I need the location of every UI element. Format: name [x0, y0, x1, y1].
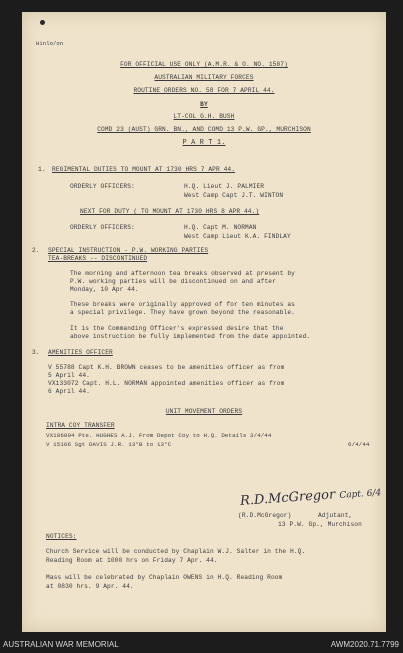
para-2-line-b: a special privilege. They have grown beyond the reasonable. [70, 309, 295, 316]
section-3-number: 3. [32, 349, 40, 356]
amenities-line-4: 6 April 44. [48, 388, 90, 395]
signature-role: Adjutant, [318, 512, 353, 519]
notice-1-line-a: Church Service will be conducted by Chaplain W.J. Salter in the H.Q. [46, 548, 306, 555]
next-orderly-west-camp: West Camp Lieut K.A. FINDLAY [184, 233, 291, 240]
movement-title: UNIT MOVEMENT ORDERS [165, 408, 243, 415]
orderly-hq: H.Q. Lieut J. PALMIER [184, 183, 265, 190]
notice-2-line-b: at 0830 hrs. 9 Apr. 44. [46, 583, 134, 590]
header-command: COMD 23 (AUST) GRN. BN., AND COMD 13 P.W. GP., MURCHISON [97, 126, 311, 133]
header-line-2: AUSTRALIAN MILITARY FORCES [154, 74, 254, 81]
para-2-line-a: These breaks were originally approved of for ten minutes as [70, 301, 295, 308]
para-1-line-c: Monday, 10 Apr 44. [70, 286, 139, 293]
section-2-title: SPECIAL INSTRUCTION - P.W. WORKING PARTIES [48, 247, 209, 254]
footer-institution: AUSTRALIAN WAR MEMORIAL [3, 640, 119, 649]
para-3-line-b: above instruction be fully implemented from the date appointed. [70, 333, 311, 340]
movement-subtitle: INTRA COY TRANSFER [46, 422, 115, 429]
notice-1-line-b: Reading Room at 1000 hrs on Friday 7 Apr. 44. [46, 557, 218, 564]
section-1-title: REGIMENTAL DUTIES TO MOUNT AT 1730 HRS 7 APR 44. [52, 166, 236, 173]
amenities-line-2: 5 April 44. [48, 372, 90, 379]
para-1-line-b: P.W. working parties will be discontinued on and after [70, 278, 276, 285]
handwritten-signature: R.D.McGregor Capt. 6/4 [239, 487, 382, 509]
amenities-line-3: VX133072 Capt. H.L. NORMAN appointed amenities officer as from [48, 380, 285, 387]
amenities-line-1: V 55788 Capt K.H. BROWN ceases to be amenities officer as from [48, 364, 285, 371]
section-1-number: 1. [38, 166, 46, 173]
reference-code: Hinlo/on [36, 40, 64, 47]
movement-row-1: VX106094 Pte. HUGHES A.J. From Depot Coy to H.Q. Details 3/4/44 [46, 432, 272, 439]
movement-row-2-date: 6/4/44 [348, 441, 370, 448]
footer-accession: AWM2020.71.7799 [330, 640, 399, 649]
header-officer: LT-COL G.H. BUSH [173, 113, 235, 120]
movement-row-2: V 15166 Sgt DAVIS J.R. 13°B to 13°C [46, 441, 172, 448]
section-3-title: AMENITIES OFFICER [48, 349, 113, 356]
next-orderly-label: ORDERLY OFFICERS: [70, 224, 135, 231]
notices-title: NOTICES: [46, 533, 77, 540]
para-1-line-a: The morning and afternoon tea breaks observed at present by [70, 270, 295, 277]
header-by: BY [200, 101, 208, 108]
section-2-number: 2. [32, 247, 40, 254]
punch-hole [40, 20, 45, 25]
orderly-officers-label: ORDERLY OFFICERS: [70, 183, 135, 190]
next-orderly-hq: H.Q. Capt M. NORMAN [184, 224, 257, 231]
section-2-subtitle: TEA-BREAKS -- DISCONTINUED [48, 255, 148, 262]
signature-name: (R.D.McGregor) [238, 512, 292, 519]
header-line-1: FOR OFFICIAL USE ONLY (A.M.R. & O. NO. 1587) [120, 61, 288, 68]
notice-2-line-a: Mass will be celebrated by Chaplain OWENS in H.Q. Reading Room [46, 574, 283, 581]
header-line-3: ROUTINE ORDERS NO. 58 FOR 7 APRIL 44. [133, 87, 275, 94]
part-heading: P A R T 1. [182, 139, 226, 147]
next-duty-title: NEXT FOR DUTY ( TO MOUNT AT 1730 HRS 8 APR 44.) [80, 208, 260, 215]
signature-unit: 13 P.W. Gp., Murchison [278, 521, 362, 528]
orderly-west-camp: West Camp Capt J.T. WINTON [184, 192, 284, 199]
para-3-line-a: It is the Commanding Officer's expressed desire that the [70, 325, 284, 332]
document-page [22, 12, 386, 632]
